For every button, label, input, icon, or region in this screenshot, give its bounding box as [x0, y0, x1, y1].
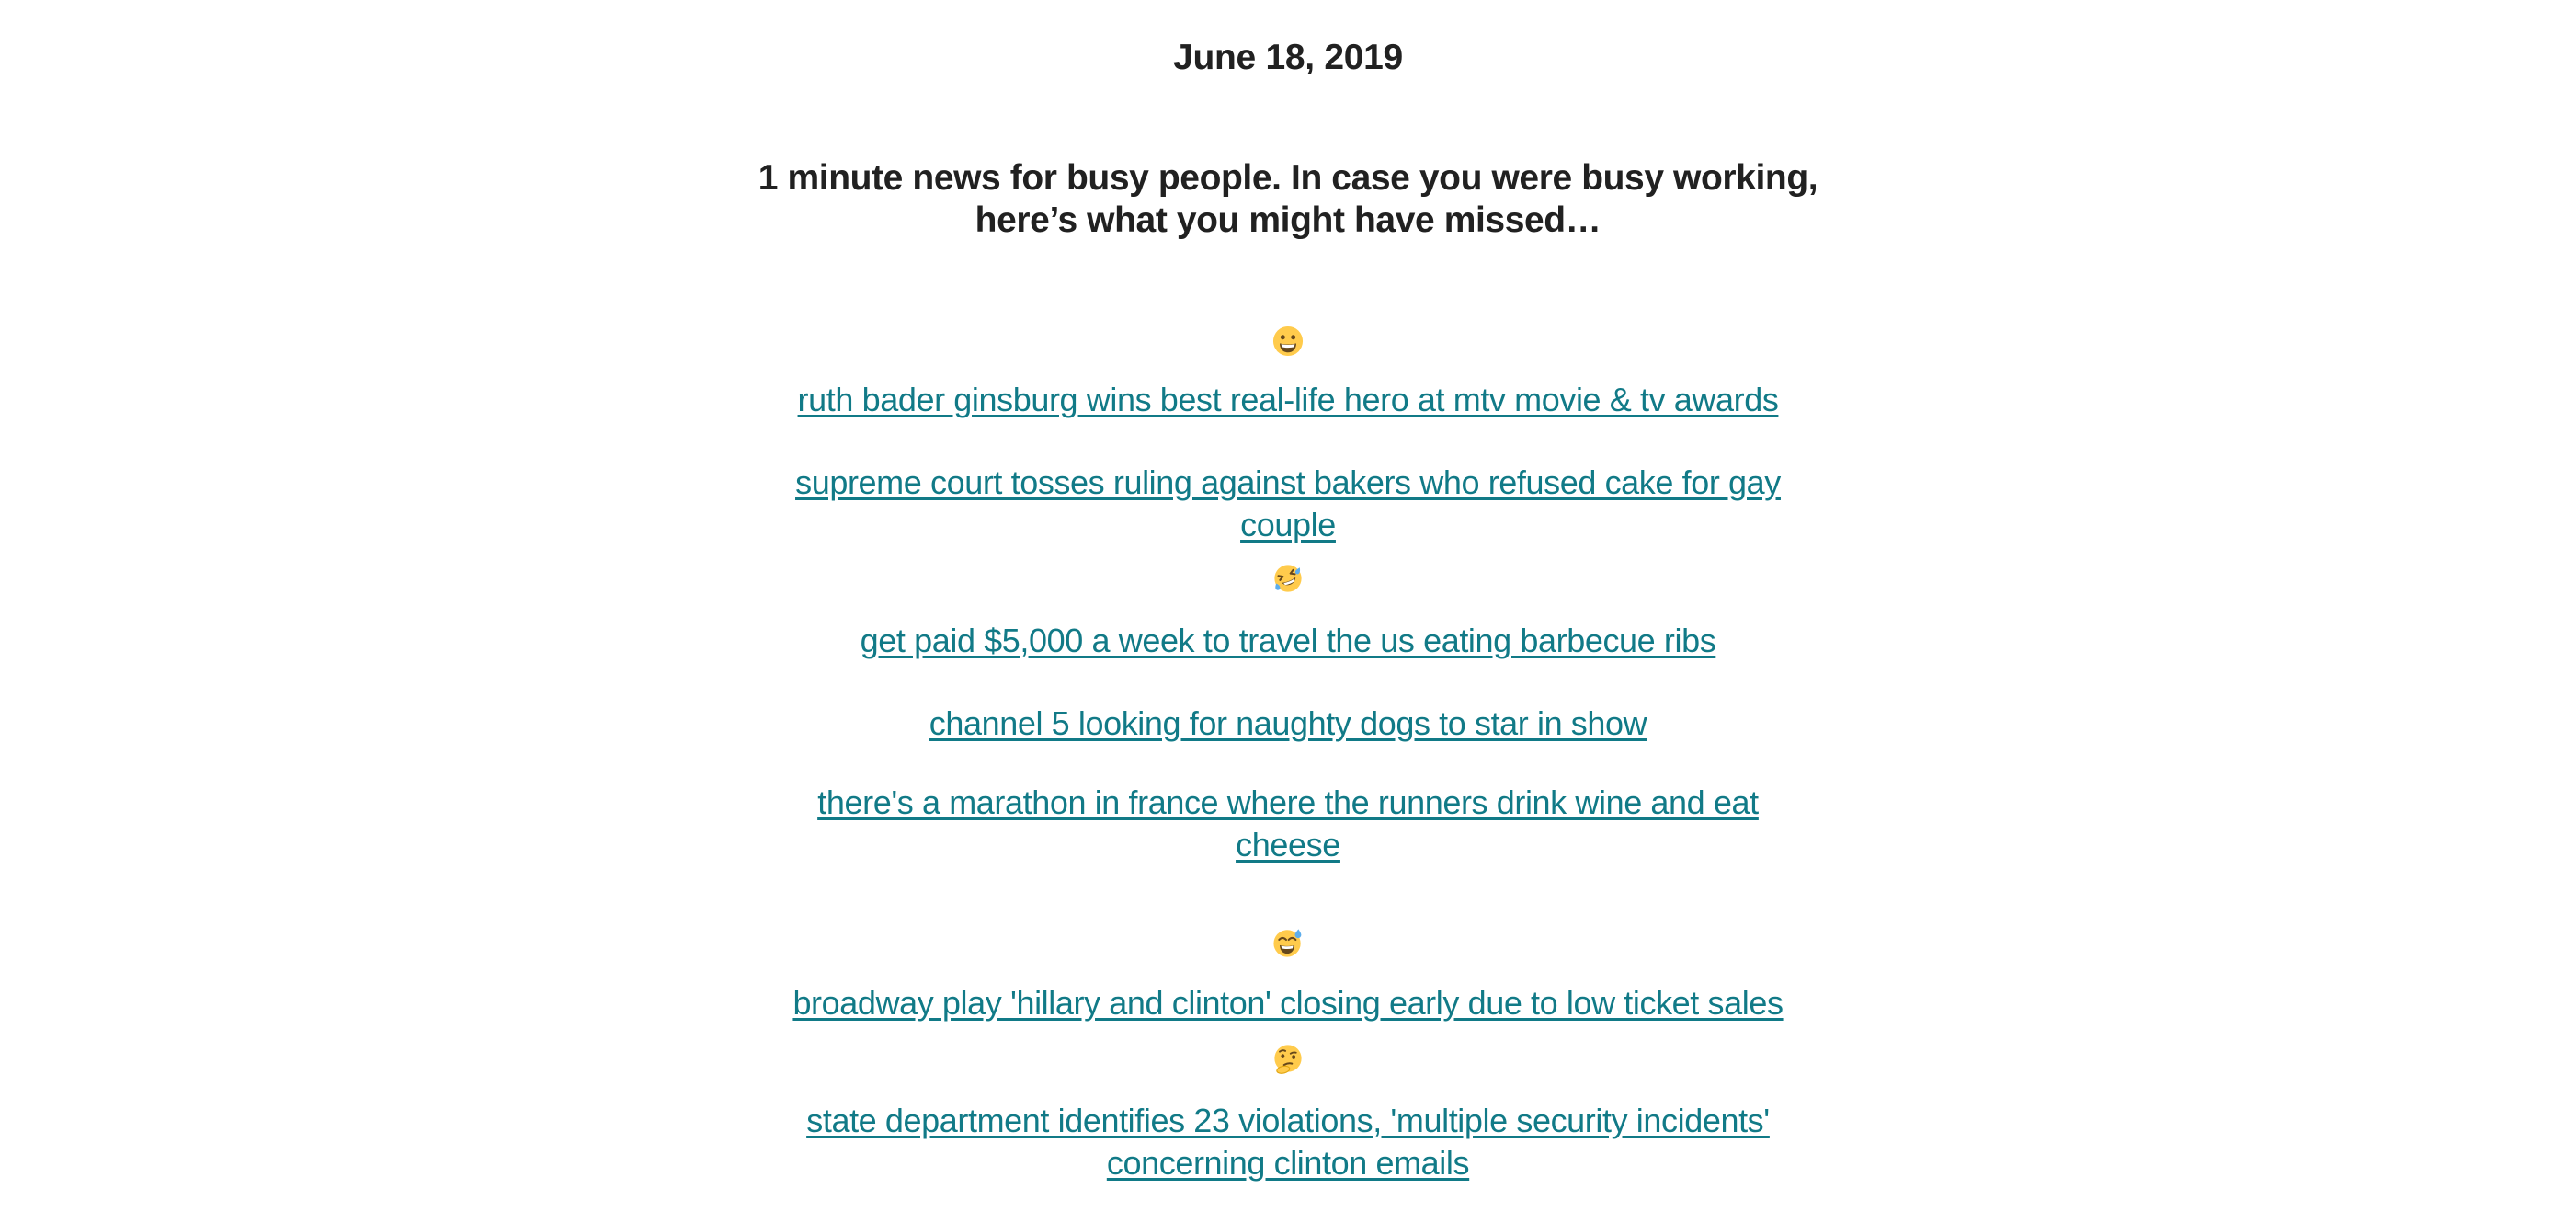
headline-link-hillary-clinton-play[interactable]: broadway play 'hillary and clinton' closing early due to low ticket sales — [792, 984, 1784, 1022]
headline-link-rbg-mtv-awards[interactable]: ruth bader ginsburg wins best real-life hero at mtv movie & tv awards — [797, 381, 1779, 418]
headline-link-clinton-emails[interactable] — [0, 1100, 2576, 1184]
sweat-smile-emoji-icon — [1272, 927, 1304, 958]
emoji-row — [0, 1037, 2576, 1080]
headline-line: supreme court tosses ruling against bakers who refused cake for gay — [795, 463, 1781, 501]
date-heading: June 18, 2019 — [1173, 38, 1403, 77]
headline-line: cheese — [1236, 826, 1340, 863]
headline-line: couple — [1240, 506, 1336, 543]
emoji-row — [0, 557, 2576, 600]
newsletter-body — [0, 37, 2576, 1184]
headline-line: state department identifies 23 violations, 'multiple security incidents' — [806, 1102, 1770, 1139]
grinning-face-emoji-icon — [1272, 326, 1304, 357]
headline-link-supreme-court-bakers[interactable] — [0, 462, 2576, 546]
headline-link-barbecue-ribs[interactable]: get paid $5,000 a week to travel the us eating barbecue ribs — [860, 622, 1716, 659]
emoji-row — [0, 921, 2576, 964]
emoji-row — [0, 320, 2576, 362]
thinking-face-emoji-icon — [1272, 1043, 1304, 1074]
intro-text — [0, 157, 2576, 242]
intro-line: here’s what you might have missed… — [975, 200, 1601, 240]
intro-line: 1 minute news for busy people. In case you were busy working, — [758, 158, 1818, 198]
headline-link-marathon-france[interactable] — [0, 782, 2576, 866]
headline-line: concerning clinton emails — [1106, 1144, 1470, 1182]
headline-link-naughty-dogs[interactable]: channel 5 looking for naughty dogs to star in show — [929, 704, 1647, 742]
headline-line: there's a marathon in france where the runners drink wine and eat — [817, 783, 1759, 821]
rofl-emoji-icon — [1272, 563, 1304, 594]
